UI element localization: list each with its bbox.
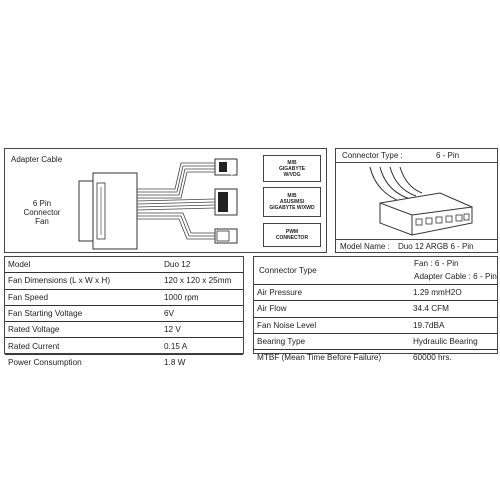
spec-label: Fan Dimensions (L x W x H)	[5, 273, 161, 289]
spec-label: Rated Voltage	[5, 322, 161, 338]
connector-panel	[335, 148, 498, 253]
spec-label: MTBF (Mean Time Before Failure)	[257, 353, 382, 363]
adapter-cable-panel	[4, 148, 327, 253]
spec-value: 0.15 A	[161, 338, 243, 354]
connector-type-header: Connector Type : 6 - Pin	[336, 149, 497, 163]
spec-label: Model	[5, 257, 161, 273]
spec-row	[5, 354, 243, 370]
spec-value: Duo 12	[161, 257, 243, 273]
spec-row	[254, 317, 497, 333]
spec-value: 60000 hrs.	[413, 353, 452, 363]
spec-row	[5, 338, 243, 354]
spec-label: Fan Starting Voltage	[5, 305, 161, 321]
adapter-cable-title: Adapter Cable	[11, 155, 63, 164]
spec-value: 12 V	[161, 322, 243, 338]
left-spec-table	[4, 256, 244, 367]
connector-type-row: Connector Type Fan : 6 - Pin Adapter Cable : 6 - Pin	[254, 257, 497, 285]
spec-label: Rated Current	[5, 338, 161, 354]
spec-value: 1.8 W	[164, 357, 186, 367]
spec-label: Air Flow	[254, 301, 410, 317]
spec-value: 1.29 mmH2O	[410, 285, 497, 301]
fan-connector-label: 6 Pin Connector Fan	[23, 199, 61, 226]
spec-value: 1000 rpm	[161, 289, 243, 305]
spec-row	[5, 289, 243, 305]
spec-value: Hydraulic Bearing	[410, 333, 497, 349]
plug-xwd-label: XWD	[225, 198, 232, 210]
spec-label: Fan Noise Level	[254, 317, 410, 333]
spec-row	[254, 350, 497, 366]
spec-label: Air Pressure	[254, 285, 410, 301]
connector-illustration	[336, 163, 497, 239]
spec-row	[5, 257, 243, 273]
target-box-gigabyte-vdg: M/B GIGABYTE W/VDG	[263, 155, 321, 182]
model-name-footer: Model Name : Duo 12 ARGB 6 - Pin	[336, 239, 497, 253]
right-spec-table	[253, 256, 498, 363]
spec-value: 19.7dBA	[410, 317, 497, 333]
spec-value: 34.4 CFM	[410, 301, 497, 317]
spec-value: 120 x 120 x 25mm	[161, 273, 243, 289]
spec-value: 6V	[161, 305, 243, 321]
spec-label: Power Consumption	[8, 357, 82, 367]
spec-row	[254, 333, 497, 349]
plug-vdg-label: VDG	[228, 164, 235, 176]
target-box-asus-msi-xwd: M/B ASUS/MSI GIGABYTE W/XWD	[263, 187, 321, 217]
spec-label: Bearing Type	[254, 333, 410, 349]
spec-label: Fan Speed	[5, 289, 161, 305]
spec-row	[5, 273, 243, 289]
target-box-pwm: PWM CONNECTOR	[263, 223, 321, 247]
spec-row	[5, 322, 243, 338]
spec-row	[254, 301, 497, 317]
spec-row	[254, 285, 497, 301]
spec-row	[5, 305, 243, 321]
